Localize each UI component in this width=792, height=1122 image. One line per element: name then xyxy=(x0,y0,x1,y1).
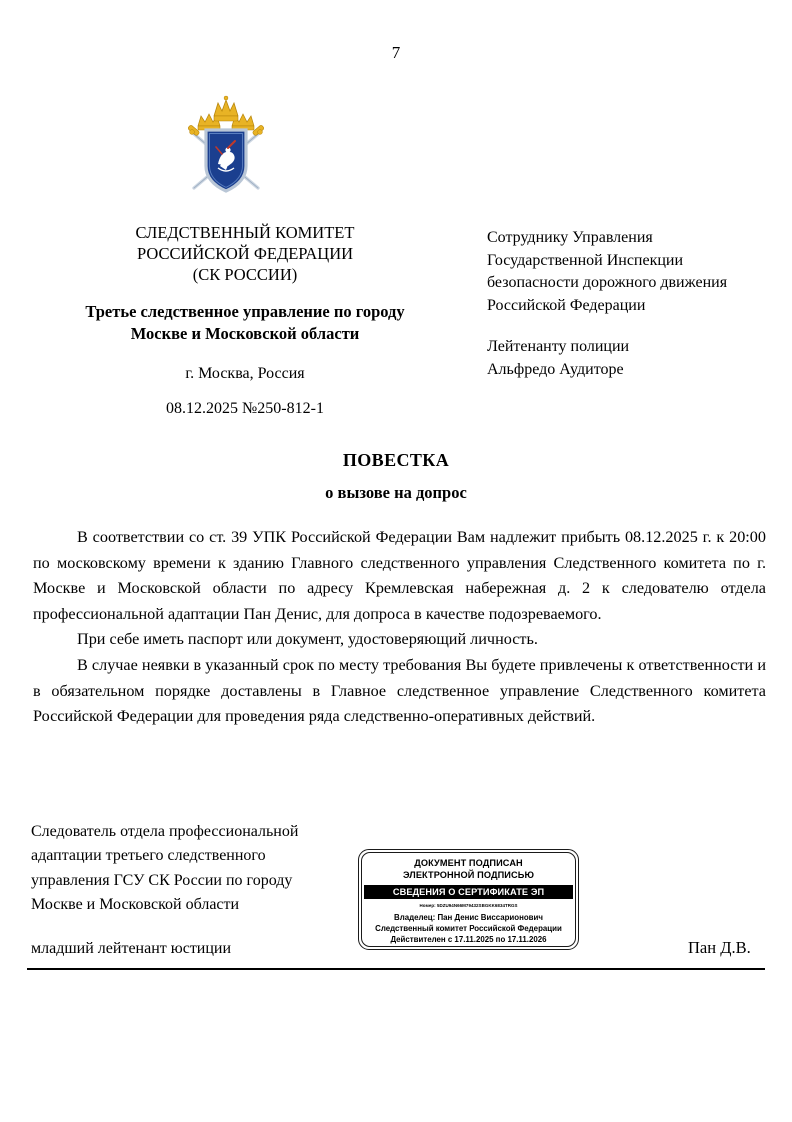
body-paragraph-1: В соответствии со ст. 39 УПК Российской Федерации Вам надлежит прибыть 08.12.2025 г. к 20:00 по московскому времени к зданию Главного следственного управления Следственного комитета по г. Москве и Московской области по адресу Кремлевская набережная д. 2 к следователю отдела профессиональной адаптации Пан Денис, для допроса в качестве подозреваемого. xyxy=(33,528,766,623)
signatory-position-line-1: Следователь отдела профессиональной xyxy=(31,823,299,840)
addressee-line-3: безопасности дорожного движения xyxy=(487,274,728,292)
addressee-line-2: Государственной Инспекции xyxy=(487,251,684,269)
addressee-spacer xyxy=(487,318,777,336)
addressee-line-4: Российской Федерации xyxy=(487,297,646,315)
stamp-details xyxy=(375,912,562,946)
addressee xyxy=(487,227,777,381)
stamp-certificate-serial: Номер: 5DZU94N66M79432SBGKK6834TRGS xyxy=(419,903,518,909)
department-name xyxy=(60,301,430,344)
body-paragraph-2: При себе иметь паспорт или документ, удостоверяющий личность. xyxy=(77,630,538,649)
department-line-1: Третье следственное управление по городу xyxy=(85,302,405,322)
stamp-certificate-band: СВЕДЕНИЯ О СЕРТИФИКАТЕ ЭП xyxy=(364,885,573,900)
org-line-3: (СК РОССИИ) xyxy=(192,265,298,285)
document-header xyxy=(0,222,792,417)
digital-signature-stamp xyxy=(358,849,579,950)
org-line-2: РОССИЙСКОЙ ФЕДЕРАЦИИ xyxy=(136,244,354,264)
stamp-organization: Следственный комитет Российской Федерации xyxy=(375,924,562,934)
page-number: 7 xyxy=(391,43,401,62)
signatory-rank: младший лейтенант юстиции xyxy=(31,940,232,957)
stamp-owner: Владелец: Пан Денис Виссарионович xyxy=(394,913,543,923)
addressee-name: Альфредо Аудиторе xyxy=(487,360,624,378)
stamp-inner-frame xyxy=(361,852,576,947)
stamp-title-line-2: ЭЛЕКТРОННОЙ ПОДПИСЬЮ xyxy=(402,869,535,880)
stamp-validity: Действителен с 17.11.2025 по 17.11.2026 xyxy=(390,935,547,945)
addressee-line-1: Сотруднику Управления xyxy=(487,229,653,246)
signatory-position-line-4: Москве и Московской области xyxy=(31,895,240,913)
shield xyxy=(206,130,246,191)
signatory-position xyxy=(31,820,361,917)
issuing-organization xyxy=(60,222,430,419)
body-paragraph-3: В случае неявки в указанный срок по месту требования Вы будете привлечены к ответственности и в обязательном порядке доставлены в Главное следственное управление Следственного комитета Российской Федерации для проведения ряда следственно-оперативных действий. xyxy=(33,655,766,726)
stamp-title xyxy=(403,858,534,882)
investigative-committee-emblem xyxy=(176,92,276,200)
document-number: 08.12.2025 №250-812-1 xyxy=(166,399,324,417)
document-body xyxy=(33,525,766,730)
document-subtitle: о вызове на допрос xyxy=(325,483,467,502)
document-title: ПОВЕСТКА xyxy=(342,450,450,470)
department-line-2: Москве и Московской области xyxy=(130,323,360,343)
signatory-position-line-3: управления ГСУ СК России по городу xyxy=(31,871,293,889)
footer-divider xyxy=(27,968,765,970)
signatory-name: Пан Д.В. xyxy=(688,938,751,957)
issuing-city: г. Москва, Россия xyxy=(185,365,305,383)
org-line-1: СЛЕДСТВЕННЫЙ КОМИТЕТ xyxy=(135,223,355,242)
crown-group xyxy=(198,96,254,130)
signatory-position-line-2: адаптации третьего следственного xyxy=(31,847,266,865)
stamp-title-line-1: ДОКУМЕНТ ПОДПИСАН xyxy=(414,858,523,868)
addressee-rank: Лейтенанту полиции xyxy=(487,337,630,355)
